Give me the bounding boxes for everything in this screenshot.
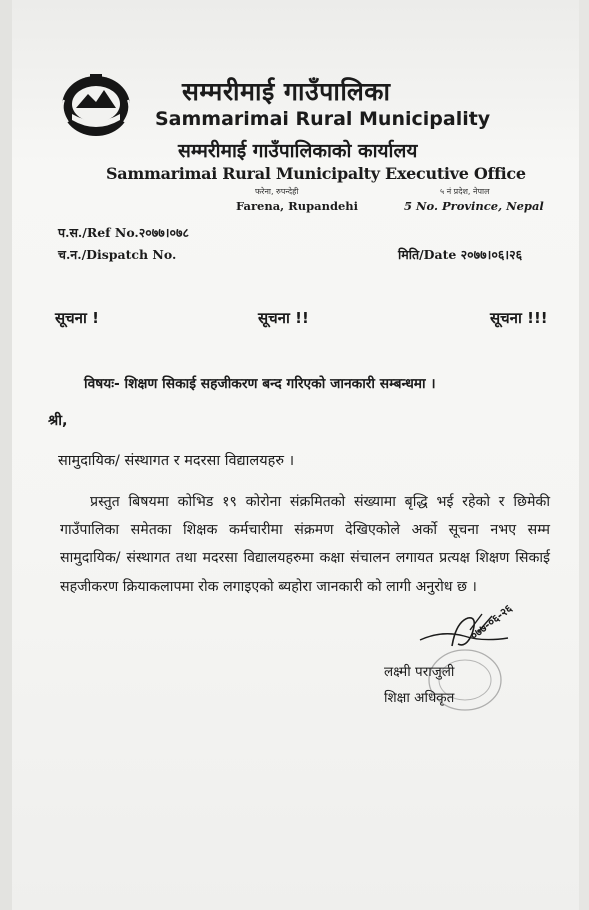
paper-edge-right	[579, 0, 589, 910]
addressee: सामुदायिक/ संस्थागत र मदरसा विद्यालयहरु ।	[58, 453, 295, 469]
municipality-name-nepali: सम्मरीमाई गाउँपालिका	[182, 77, 391, 106]
subject-line: विषयः- शिक्षण सिकाई सहजीकरण बन्द गरिएको जानकारी सम्बन्धमा ।	[84, 376, 436, 392]
signatory-name: लक्ष्मी पराजुली	[384, 664, 455, 680]
office-name-nepali: सम्मरीमाई गाउँपालिकाको कार्यालय	[178, 140, 418, 162]
ref-label: प.स./Ref No.	[58, 225, 139, 240]
notice-right: सूचना !!!	[490, 309, 548, 327]
address-nepali: फरेना, रुपन्देही	[255, 187, 299, 196]
signature-date: ०७७-०६-२६	[467, 601, 515, 643]
notice-left: सूचना !	[55, 309, 99, 327]
office-stamp	[420, 640, 510, 720]
municipality-name-english: Sammarimai Rural Municipality	[155, 108, 491, 130]
ref-value: २०७७।०७८	[138, 225, 190, 240]
ref-number	[58, 224, 189, 241]
office-name-english: Sammarimai Rural Municipalty Executive Office	[106, 164, 526, 183]
province-english: 5 No. Province, Nepal	[404, 199, 544, 213]
dispatch-number: च.न./Dispatch No.	[58, 247, 177, 262]
paper-edge-left	[0, 0, 12, 910]
date-field	[398, 246, 522, 263]
date-label: मिति/Date	[398, 247, 457, 262]
date-value: २०७७।०६।२६	[460, 247, 523, 262]
province-nepali: ५ नं प्रदेश, नेपाल	[440, 187, 490, 196]
notice-middle: सूचना !!	[258, 309, 309, 327]
body-paragraph: प्रस्तुत बिषयमा कोभिड १९ कोरोना संक्रमितको संख्यामा बृद्धि भई रहेको र छिमेकी गाउँपालिका समेतका शिक्षक कर्मचारीमा संक्रमण देखिएकोले अर्को सूचना नभए सम्म सामुदायिक/ संस्थागत तथा मदरसा विद्यालयहरुमा कक्षा संचालन लगायत प्रत्यक्ष शिक्षण सिकाई सहजीकरण क्रियाकलापमा रोक लगाइएको ब्यहोरा जानकारी को लागी अनुरोध छ ।	[60, 494, 550, 595]
signatory-title: शिक्षा अधिकृत	[384, 690, 455, 706]
salutation: श्री,	[48, 413, 68, 429]
government-emblem-logo	[58, 70, 134, 138]
address-english: Farena, Rupandehi	[236, 199, 359, 213]
